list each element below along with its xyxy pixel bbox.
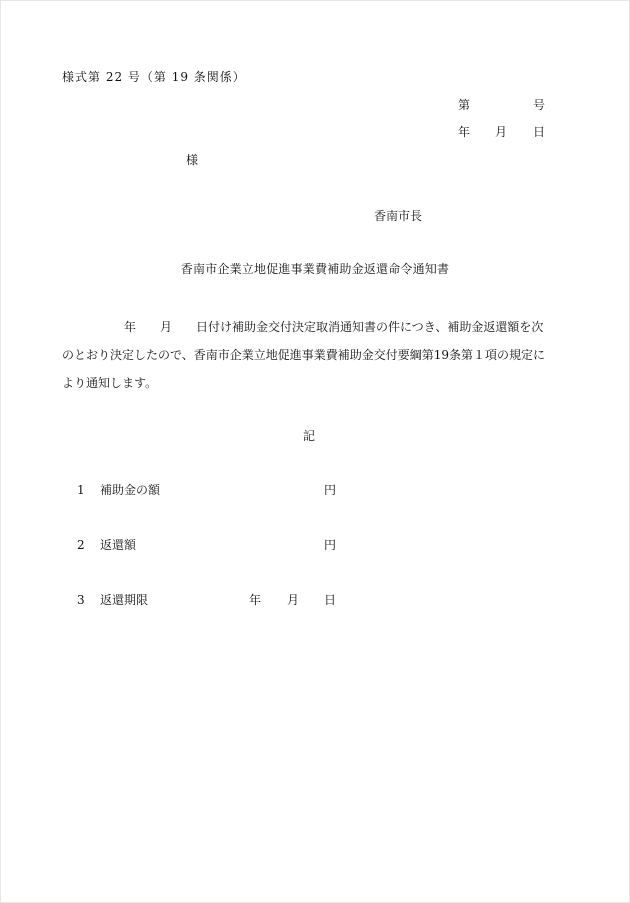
form-number: 様式第 22 号（第 19 条関係） bbox=[62, 70, 246, 84]
item-3-month: 月 bbox=[287, 593, 300, 607]
ki-heading: 記 bbox=[303, 429, 316, 443]
issue-date-year: 年 bbox=[458, 125, 471, 139]
body-year: 年 bbox=[124, 320, 137, 334]
item-3-label: 返還期限 bbox=[100, 593, 149, 607]
addressee-suffix: 様 bbox=[186, 153, 199, 167]
item-3-year: 年 bbox=[249, 593, 262, 607]
document-title: 香南市企業立地促進事業費補助金返還命令通知書 bbox=[180, 262, 450, 276]
body-month: 月 bbox=[160, 320, 173, 334]
body-text bbox=[62, 313, 562, 397]
item-3-number: 3 bbox=[77, 593, 85, 607]
issuer: 香南市長 bbox=[374, 209, 423, 223]
document-number-prefix: 第 bbox=[458, 98, 471, 112]
body-line-1 bbox=[62, 313, 562, 341]
item-2-label: 返還額 bbox=[100, 538, 137, 552]
item-1-unit: 円 bbox=[324, 483, 337, 497]
document-number-suffix: 号 bbox=[533, 98, 546, 112]
body-line-3: より通知します。 bbox=[62, 376, 158, 390]
body-line-2: のとおり決定したので、香南市企業立地促進事業費補助金交付要綱第19条第１項の規定に bbox=[62, 348, 546, 362]
item-1-label: 補助金の額 bbox=[100, 483, 161, 497]
item-2-unit: 円 bbox=[324, 538, 337, 552]
issue-date-month: 月 bbox=[495, 125, 508, 139]
item-3-day: 日 bbox=[324, 593, 337, 607]
item-2-number: 2 bbox=[77, 538, 85, 552]
body-line-1-text: 日付け補助金交付決定取消通知書の件につき、補助金返還額を次 bbox=[196, 320, 544, 334]
issue-date-day: 日 bbox=[533, 125, 546, 139]
item-1-number: 1 bbox=[77, 483, 85, 497]
